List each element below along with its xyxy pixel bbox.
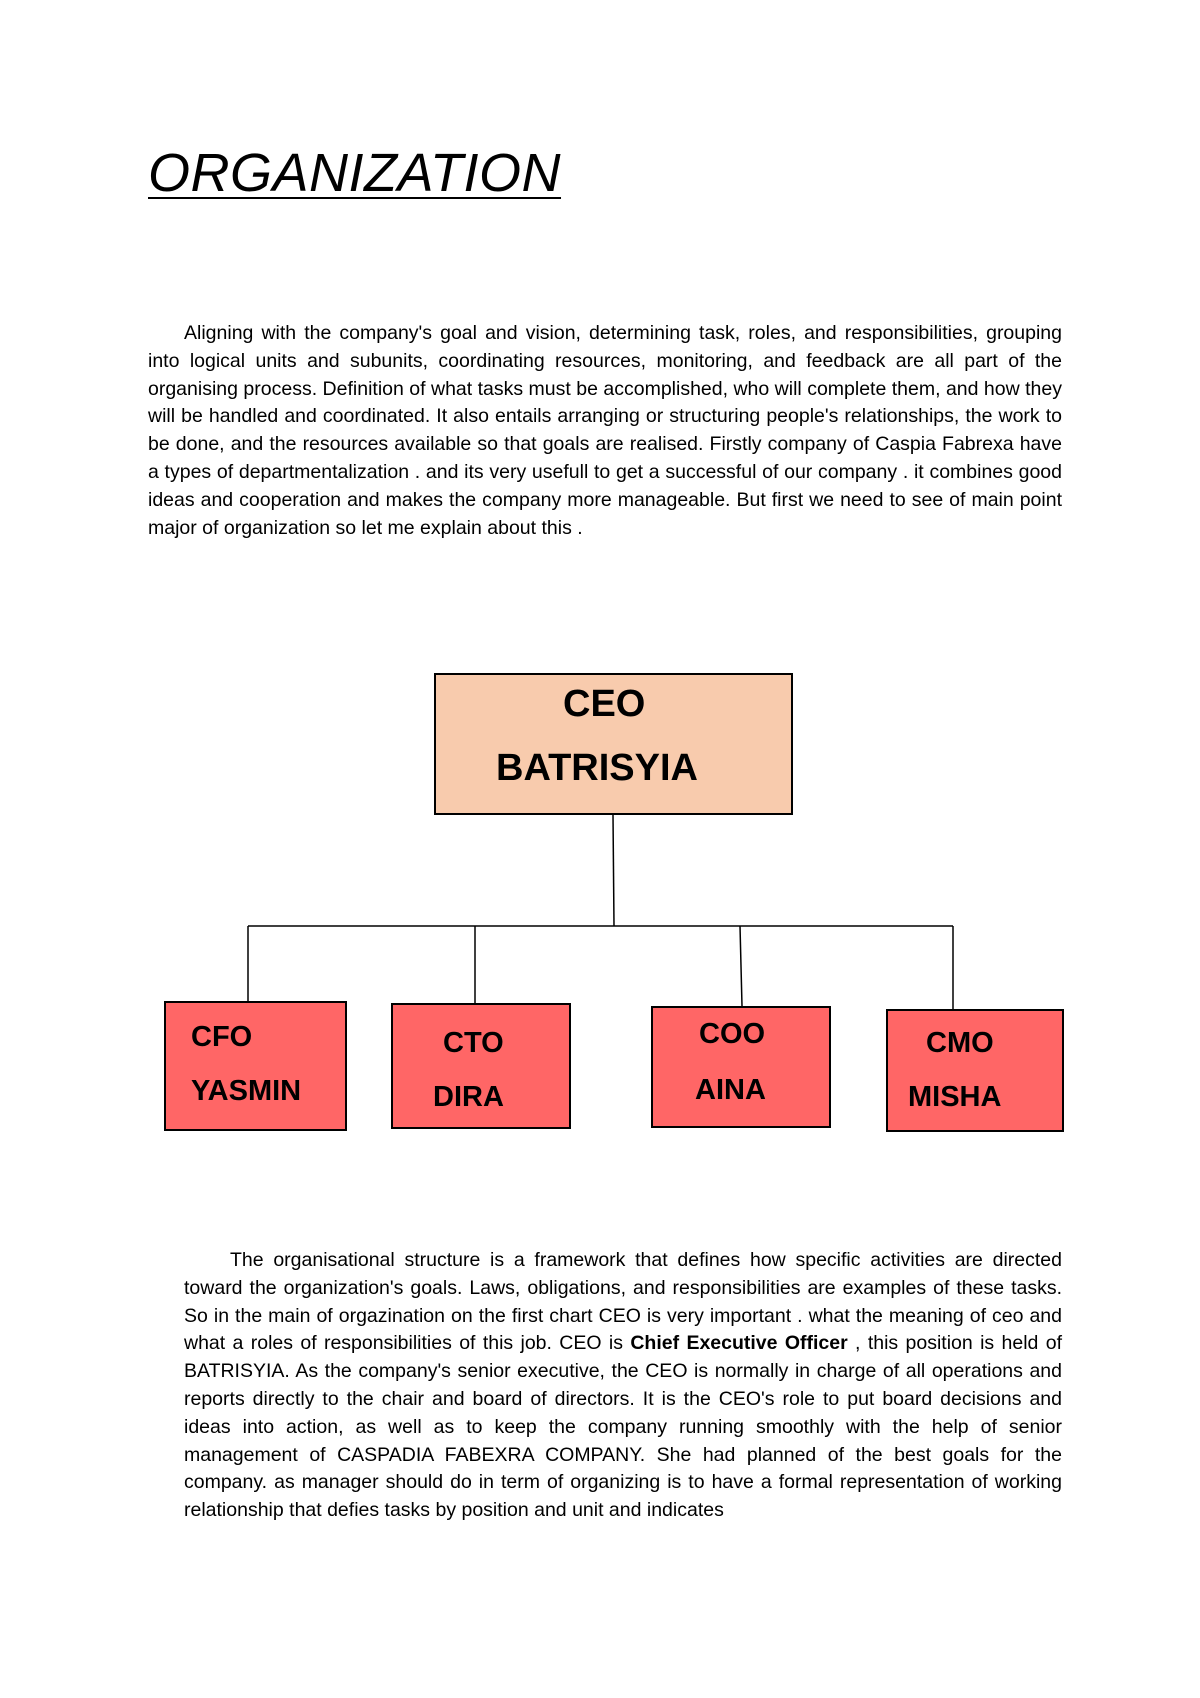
- org-node-role: CEO: [563, 683, 646, 725]
- structure-paragraph-text: The organisational structure is a framework that defines how specific activities are directed toward the organization's goals. Laws, obligations, and responsibilities are examples of these tasks. So in the main of orgazination on the first chart CEO is very important . what the meaning of ceo and what a roles of responsibilities of this job. CEO is: [184, 1249, 1062, 1355]
- org-node-cmo: [886, 1009, 1064, 1132]
- org-node-ceo: [434, 673, 793, 815]
- org-node-person: AINA: [695, 1074, 766, 1106]
- org-node-role: CTO: [443, 1027, 504, 1059]
- org-node-role: CMO: [926, 1027, 994, 1059]
- org-node-cto: [391, 1003, 571, 1129]
- connector-coo: [740, 926, 742, 1006]
- structure-paragraph: [184, 1247, 1062, 1525]
- org-node-person: MISHA: [908, 1081, 1002, 1113]
- structure-paragraph-text: , this position is held of BATRISYIA. As the company's senior executive, the CEO is normally in charge of all operations and reports directly to the chair and board of directors. It is the CEO's role to put board decisions and ideas into action, as well as to keep the company running smoothly with the help of senior management of CASPADIA FABEXRA COMPANY. She had planned of the best goals for the company. as manager should do in term of organizing is to have a formal representation of working relationship that defies tasks by position and unit and indicates: [184, 1332, 1062, 1522]
- ceo-term-bold: Chief Executive Officer: [630, 1332, 848, 1355]
- org-node-coo: [651, 1006, 831, 1128]
- org-node-role: COO: [699, 1018, 766, 1050]
- org-node-cfo: [164, 1001, 347, 1131]
- page-title: ORGANIZATION: [148, 143, 562, 203]
- connector-ceo-trunk: [613, 815, 614, 926]
- org-node-person: DIRA: [433, 1081, 504, 1113]
- intro-paragraph: Aligning with the company's goal and vision, determining task, roles, and responsibilities, grouping into logical units and subunits, coordinating resources, monitoring, and feedback are all part of the organising process. Definition of what tasks must be accomplished, who will complete them, and how they will be handled and coordinated. It also entails arranging or structuring people's relationships, the work to be done, and the resources available so that goals are realised. Firstly company of Caspia Fabrexa have a types of departmentalization . and its very usefull to get a successful of our company . it combines good ideas and cooperation and makes the company more manageable. But first we need to see of main point major of organization so let me explain about this .: [148, 322, 1062, 539]
- org-node-person: YASMIN: [191, 1075, 302, 1107]
- org-node-person: BATRISYIA: [496, 747, 698, 789]
- org-node-role: CFO: [191, 1021, 253, 1053]
